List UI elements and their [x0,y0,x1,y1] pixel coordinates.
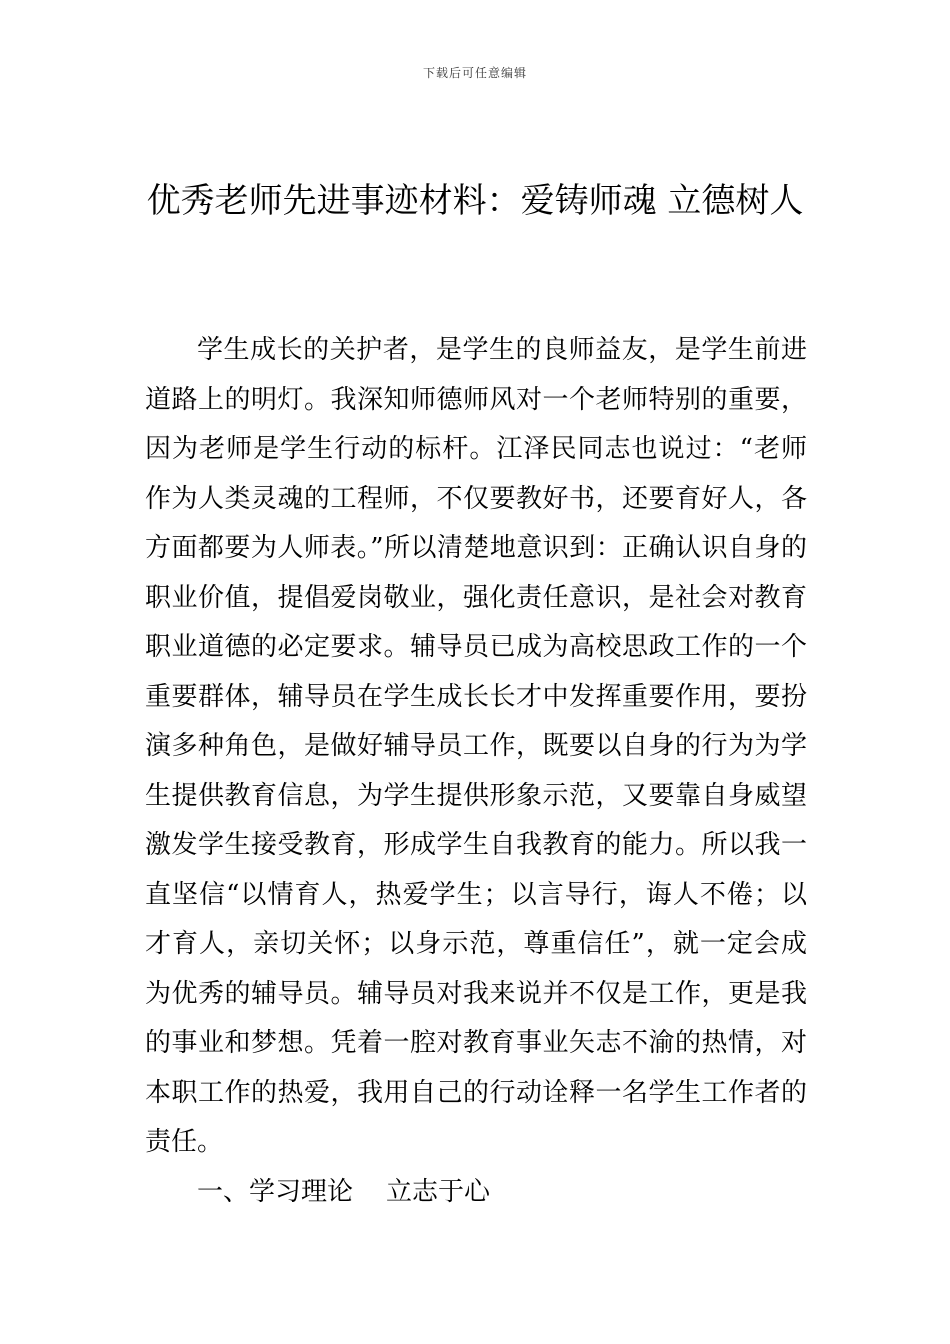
document-title: 优秀老师先进事迹材料：爱铸师魂 立德树人 [146,181,804,221]
section-heading: 一、学习理论 立志于心 [197,1176,491,1207]
page-header-note: 下载后可任意编辑 [422,66,527,80]
body-paragraph: 学生成长的关护者，是学生的良师益友，是学生前进道路上的明灯。我深知师德师风对一个老师特别的重要，因为老师是学生行动的标杆。江泽民同志也说过：“老师作为人类灵魂的工程师，不仅要教好书，还要育好人，各方面都要为人师表。”所以清楚地意识到：正确认识自身的职业价值，提倡爱岗敬业，强化责任意识，是社会对教育职业道德的必定要求。辅导员已成为高校思政工作的一个重要群体，辅导员在学生成长长才中发挥重要作用，要扮演多种角色，是做好辅导员工作，既要以自身的行为为学生提供教育信息，为学生提供形象示范，又要靠自身威望激发学生接受教育，形成学生自我教育的能力。所以我一直坚信“以情育人，热爱学生；以言导行，诲人不倦；以才育人，亲切关怀；以身示范，尊重信任”，就一定会成为优秀的辅导员。辅导员对我来说并不仅是工作，更是我的事业和梦想。凭着一腔对教育事业矢志不渝的热情，对本职工作的热爱，我用自己的行动诠释一名学生工作者的责任。 [145,335,807,1157]
document-body [145,326,807,1217]
